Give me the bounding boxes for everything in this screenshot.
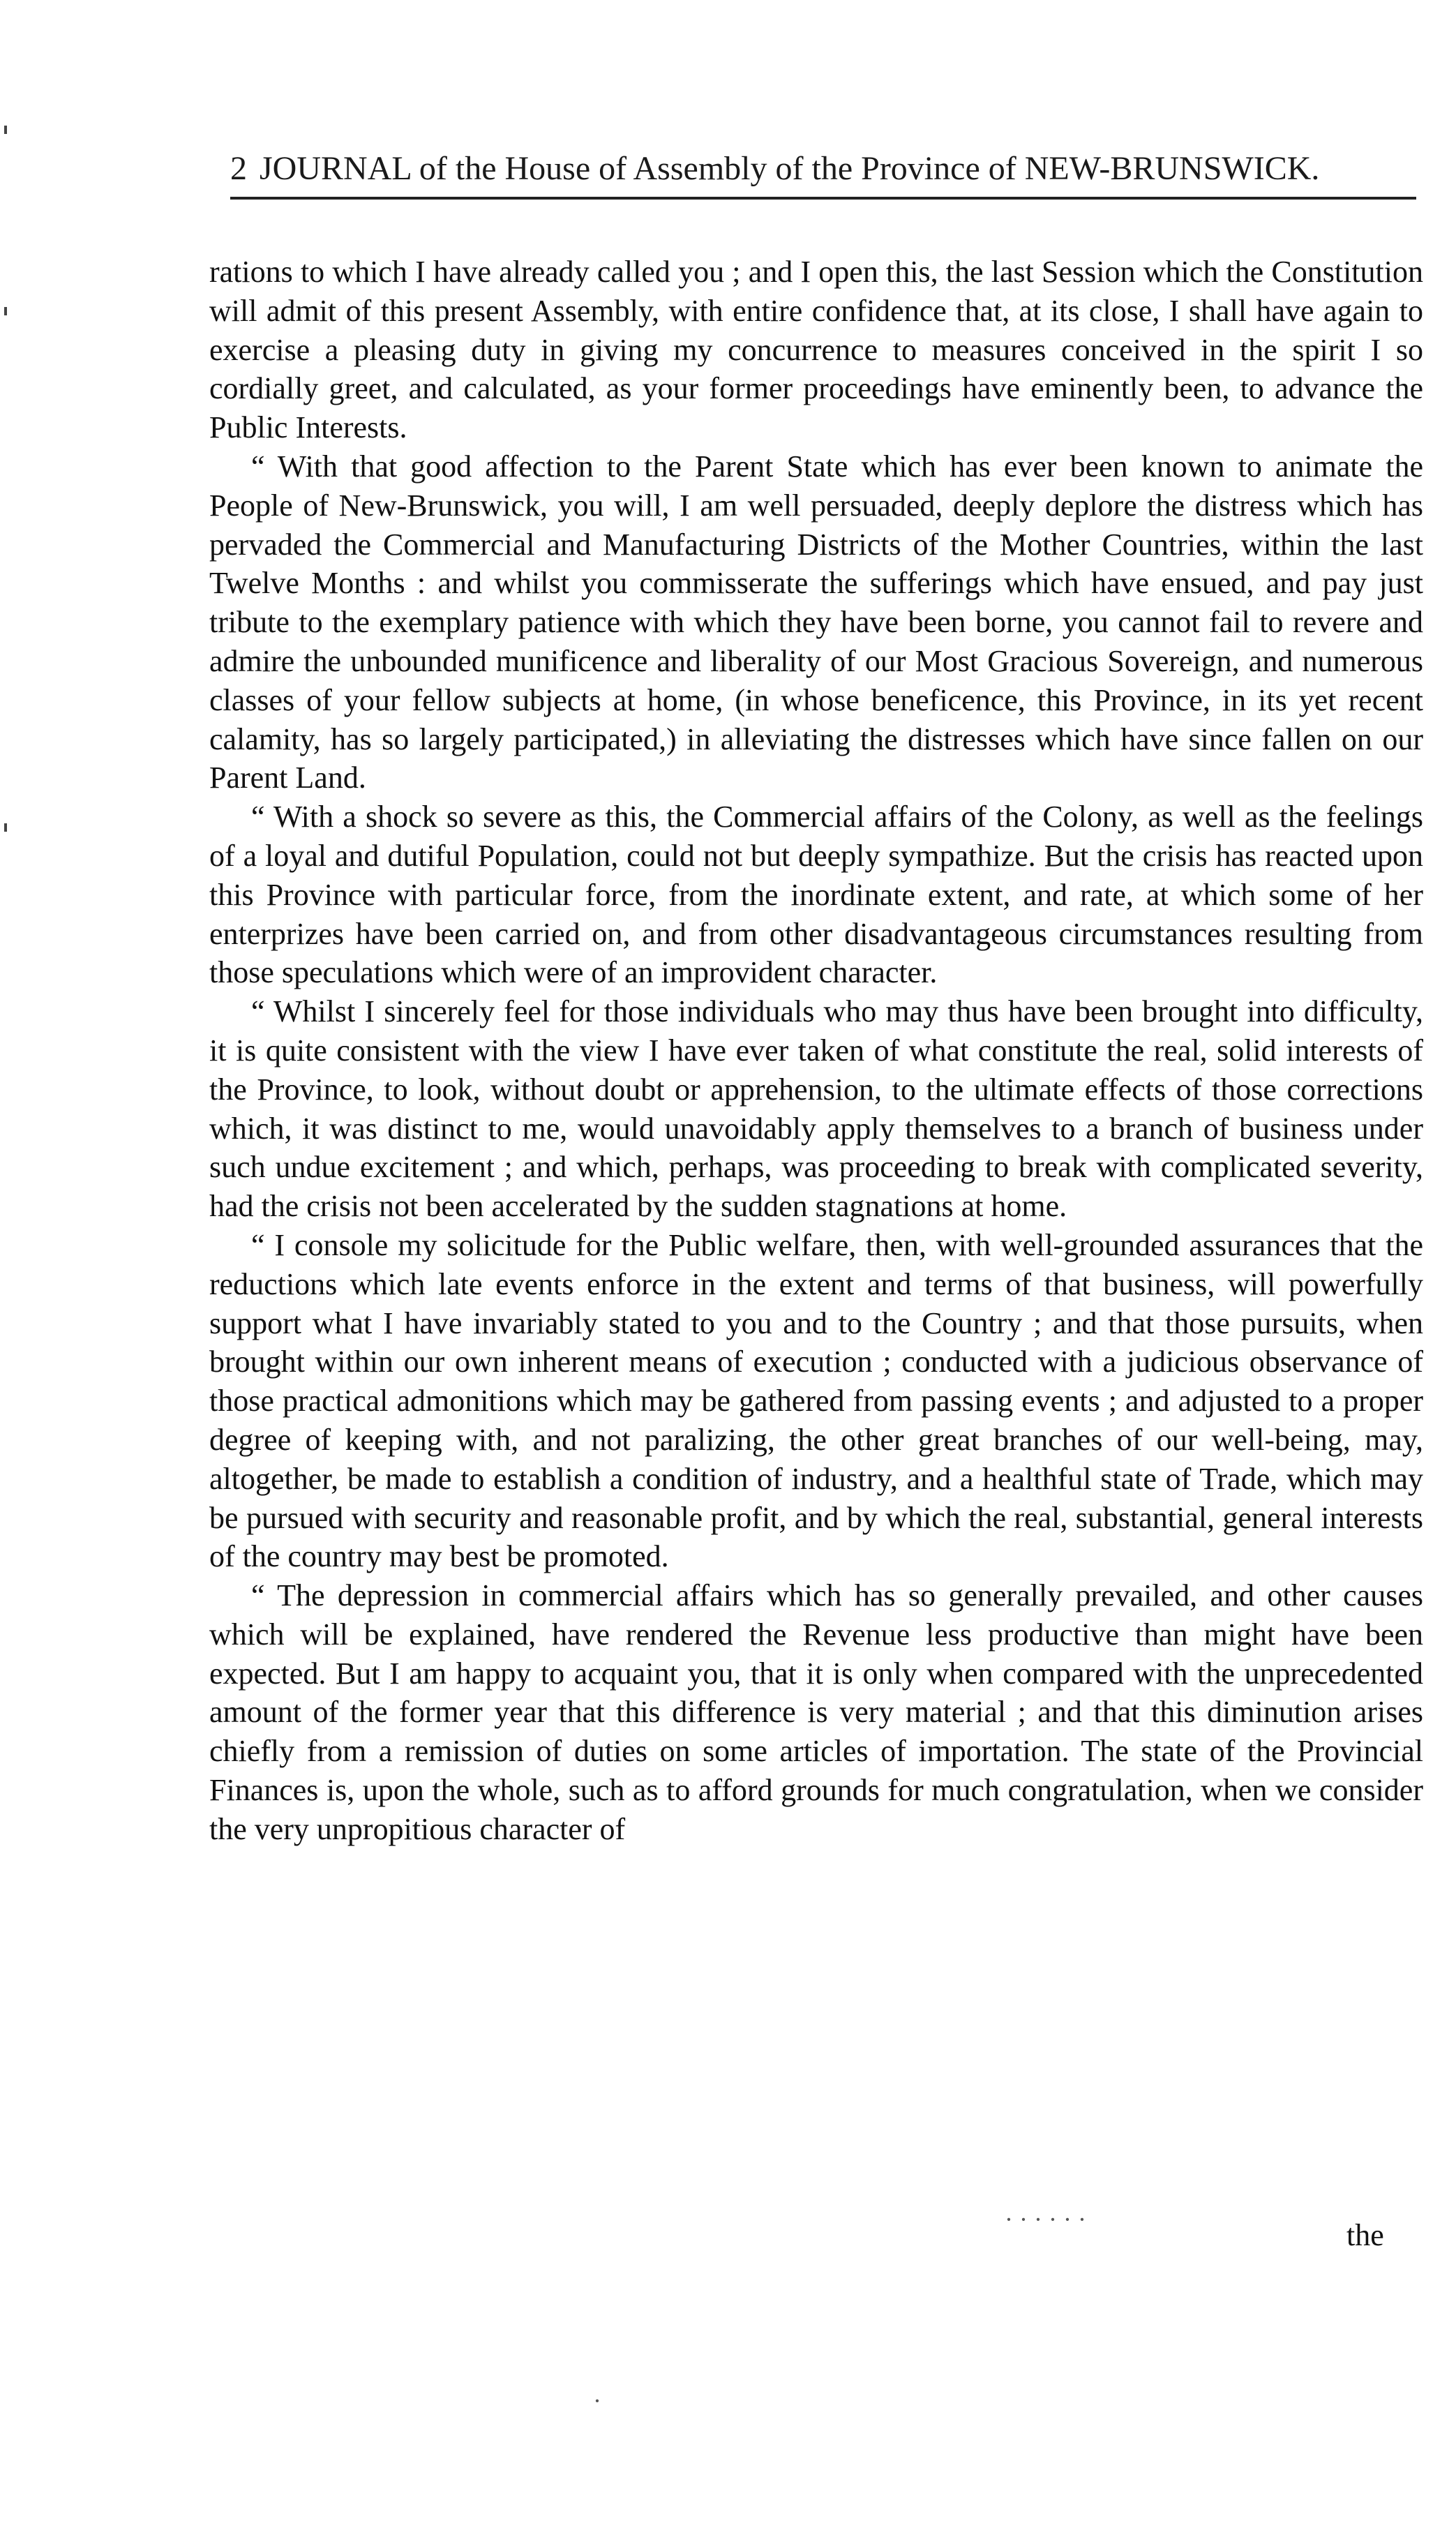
paragraph-parent-state: “ With that good affection to the Parent State which has ever been known to animate the People of New-Brunswick, you will, I am well persuaded, deeply deplore the distress which has pervaded the Commercial and Manufacturing Districts of the Mother Countries, within the last Twelve Months : and whilst you commisserate the sufferings which have ensued, and pay just tribute to the exemplary patience with which they have been borne, you cannot fail to revere and admire the unbounded munificence and liberality of our Most Gracious Sovereign, and numerous classes of your fellow subjects at home, (in whose beneficence, this Province, in its yet recent calamity, has so largely participated,) in alleviating the distresses which have since fallen on our Parent Land. [209,449,1423,795]
paragraph-individuals-difficulty: “ Whilst I sincerely feel for those individuals who may thus have been brought into difficulty, it is quite consistent with the view I have ever taken of what constitute the real, solid interests of the Province, to look, without doubt or apprehension, to the ultimate effects of those corrections which, it was distinct to me, would unavoidably apply themselves to a branch of business under such undue excitement ; and which, perhaps, was proceeding to break with complicated severity, had the crisis not been accelerated by the sudden stagnations at home. [209,994,1423,1224]
paragraph-public-welfare: “ I console my solicitude for the Public welfare, then, with well-grounded assurances that the reductions which late events enforce in the extent and terms of that business, will powerfully support what I have invariably stated to you and to the Country ; and that those pursuits, when brought within our own inherent means of execution ; conducted with a judicious observance of those practical admonitions which may be gathered from passing events ; and adjusted to a proper degree of keeping with, and not paralizing, the other great branches of our well-being, may, altogether, be made to establish a condition of industry, and a healthful state of Trade, which may be pursued with security and reasonable profit, and by which the real, substantial, general interests of the country may best be promoted. [209,1227,1423,1574]
page-number: 2 [230,150,247,187]
margin-mark [4,823,7,832]
print-speck: · · · · · · [1005,2206,1086,2233]
header-rule [230,197,1416,200]
margin-mark [4,126,7,134]
journal-title: JOURNAL of the House of Assembly of the Province of NEW-BRUNSWICK. [260,150,1320,187]
body-text [209,253,1423,1849]
paragraph-revenue: “ The depression in commercial affairs which has so generally prevailed, and other causes which will be explained, have rendered the Revenue less productive than might have been expected. But I am happy to acquaint you, that it is only when compared with the unprecedented amount of the former year that this difference is very material ; and that this diminution arises chiefly from a remission of duties on some articles of importation. The state of the Provincial Finances is, upon the whole, such as to afford grounds for much congratulation, when we consider the very unpropitious character of [209,1578,1423,1846]
paragraph-continuation: rations to which I have already called you ; and I open this, the last Session which the Constitution will admit of this present Assembly, with entire confidence that, at its close, I shall have again to exercise a pleasing duty in giving my concurrence to measures conceived in the spirit I so cordially greet, and calculated, as your former proceedings have eminently been, to advance the Public Interests. [209,255,1423,445]
margin-mark [4,307,7,315]
running-head [230,148,1416,190]
catchword: the [1346,2218,1384,2252]
print-speck: · [593,2387,601,2415]
paragraph-commercial-shock: “ With a shock so severe as this, the Commercial affairs of the Colony, as well as the feelings of a loyal and dutiful Population, could not but deeply sympathize. But the crisis has reacted upon this Province with particular force, from the inordinate extent, and rate, at which some of her enterprizes have been carried on, and from other disadvantageous circumstances resulting from those speculations which were of an improvident character. [209,800,1423,990]
